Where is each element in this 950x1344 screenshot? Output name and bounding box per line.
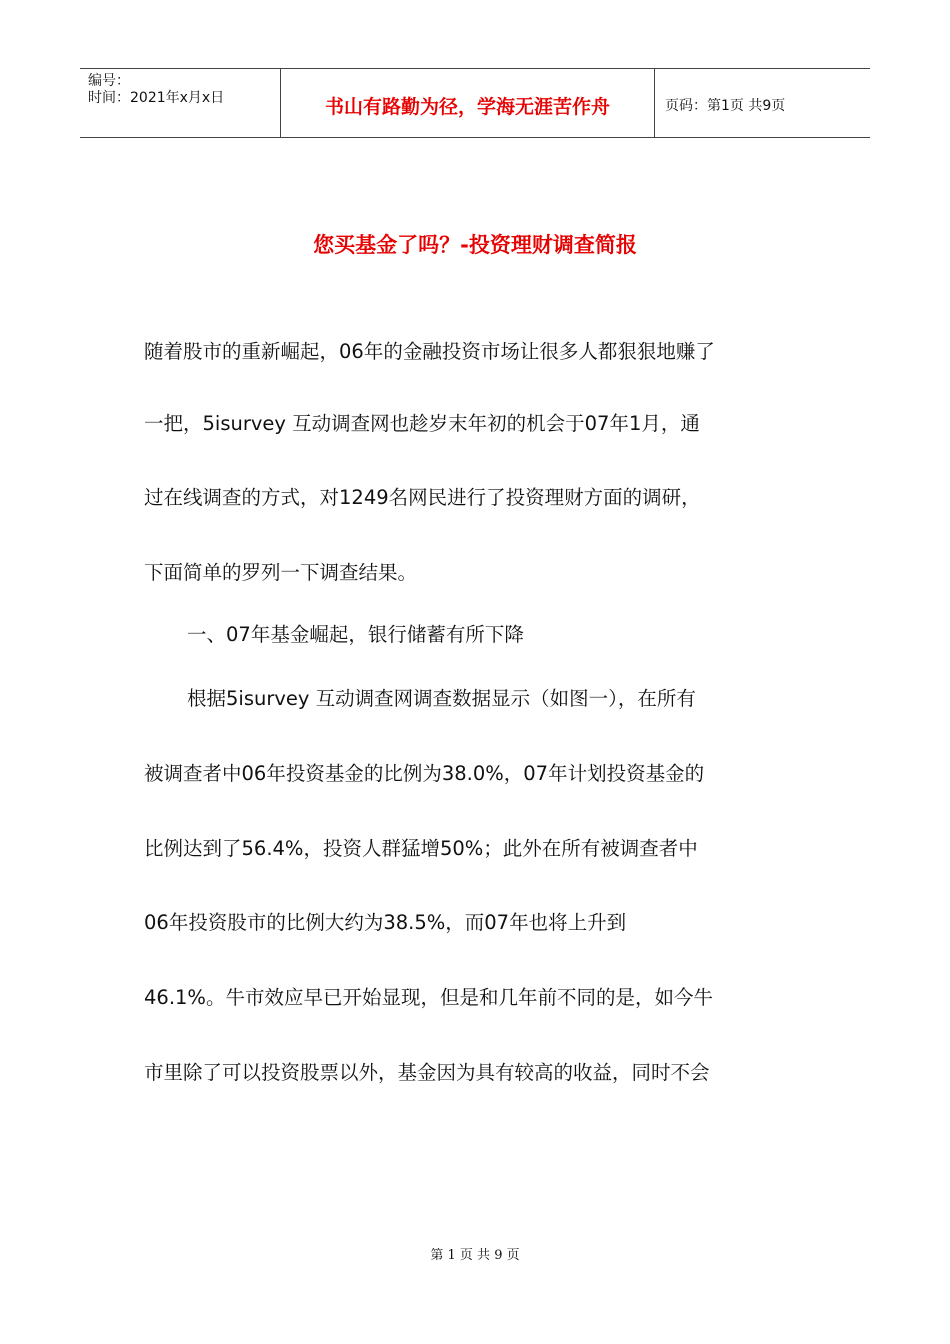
body-line: 一把，5isurvey 互动调查网也趁岁末年初的机会于07年1月，通 xyxy=(144,412,700,435)
body-line: 06年投资股市的比例大约为38.5%，而07年也将上升到 xyxy=(144,911,627,934)
body-line: 被调查者中06年投资基金的比例为38.0%，07年计划投资基金的 xyxy=(144,762,705,785)
page-footer: 第 1 页 共 9 页 xyxy=(430,1248,520,1263)
header-motto: 书山有路勤为径，学海无涯苦作舟 xyxy=(324,95,610,118)
body-line: 46.1%。牛市效应早已开始显现，但是和几年前不同的是，如今牛 xyxy=(144,986,713,1009)
body-line: 下面简单的罗列一下调查结果。 xyxy=(144,561,418,584)
body-line: 市里除了可以投资股票以外，基金因为具有较高的收益，同时不会 xyxy=(144,1061,710,1084)
document-title: 您买基金了吗？-投资理财调查简报 xyxy=(313,233,637,257)
header-meta-cell xyxy=(80,69,281,137)
header-page-info: 页码：第1页 共9页 xyxy=(665,98,786,114)
body-line: 随着股市的重新崛起，06年的金融投资市场让很多人都狠狠地赚了 xyxy=(144,340,715,363)
section-heading: 一、07年基金崛起，银行储蓄有所下降 xyxy=(187,623,524,646)
body-line: 比例达到了56.4%，投资人群猛增50%；此外在所有被调查者中 xyxy=(144,837,698,860)
document-time-label: 时间：2021年x月x日 xyxy=(88,90,225,106)
header-table xyxy=(80,68,870,138)
document-number-label: 编号： xyxy=(88,73,130,89)
header-page-cell xyxy=(655,69,870,137)
body-line: 过在线调查的方式，对1249名网民进行了投资理财方面的调研， xyxy=(144,486,701,509)
header-motto-cell xyxy=(281,69,655,137)
body-line: 根据5isurvey 互动调查网调查数据显示（如图一），在所有 xyxy=(187,687,696,710)
